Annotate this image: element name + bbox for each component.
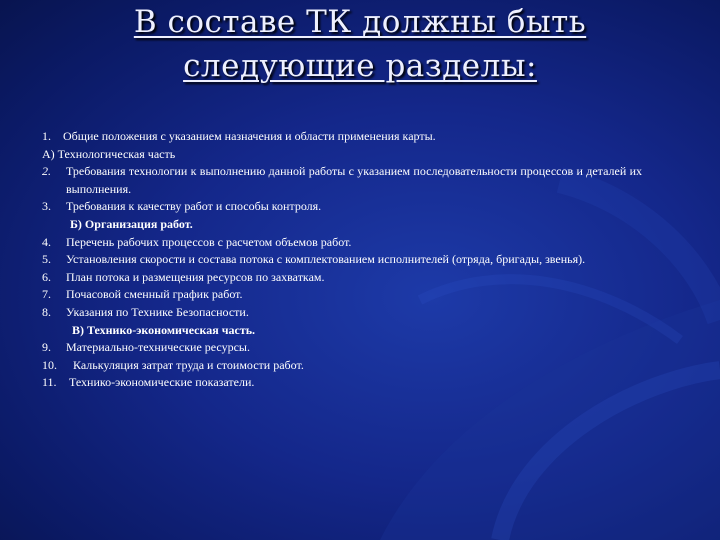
list-item-text: Требования технологии к выполнению данной работы с указанием последовательности процессов и деталей их выполнения. [66, 164, 642, 196]
list-item-text: Указания по Технике Безопасности. [66, 304, 249, 319]
list-item-6 [42, 269, 642, 287]
list-item-7 [42, 286, 642, 304]
list-item-number: 6. [42, 269, 51, 284]
slide-title [0, 0, 720, 88]
section-heading-b: Б) Организация работ. [70, 216, 193, 231]
list-item-number: 10. [42, 357, 57, 372]
slide-title-line-2: следующие разделы: [183, 48, 537, 84]
section-heading-a: А) Технологическая часть [42, 146, 176, 161]
list-item-9 [42, 339, 642, 357]
list-item-number: 5. [42, 252, 51, 267]
list-item-number: 2. [42, 164, 51, 179]
list-item-text: Почасовой сменный график работ. [66, 287, 243, 302]
list-item-number: 9. [42, 340, 51, 355]
list-item-text: Требования к качеству работ и способы контроля. [66, 199, 322, 214]
list-item-number: 1. [42, 129, 51, 143]
list-item-text: План потока и размещения ресурсов по захваткам. [66, 269, 325, 284]
list-item-text: Технико-экономические показатели. [69, 375, 255, 390]
list-item-4 [42, 234, 642, 252]
list-item-number: 8. [42, 304, 51, 319]
sections-list [42, 128, 642, 392]
list-item-text: Установления скорости и состава потока с комплектованием исполнителей (отряда, бригады, звенья). [66, 252, 586, 267]
list-item-number: 11. [42, 375, 57, 390]
list-item-number: 4. [42, 234, 51, 249]
list-item-8 [42, 304, 642, 322]
list-item-1 [42, 128, 642, 146]
list-item-text: Материально-технические ресурсы. [66, 340, 250, 355]
list-item-number: 7. [42, 287, 51, 302]
list-item-number: 3. [42, 199, 51, 214]
list-item-5 [42, 251, 642, 269]
list-item-2 [42, 163, 642, 198]
list-item-text: Перечень рабочих процессов с расчетом объемов работ. [66, 234, 352, 249]
list-item-11 [42, 374, 642, 392]
list-item-text: Общие положения с указанием назначения и области применения карты. [63, 129, 436, 143]
section-heading-c: В) Технико-экономическая часть. [72, 322, 256, 337]
list-item-3 [42, 198, 642, 216]
list-item-10 [42, 357, 642, 375]
slide-title-line-1: В составе ТК должны быть [133, 4, 587, 40]
list-item-text: Калькуляция затрат труда и стоимости работ. [73, 357, 304, 372]
